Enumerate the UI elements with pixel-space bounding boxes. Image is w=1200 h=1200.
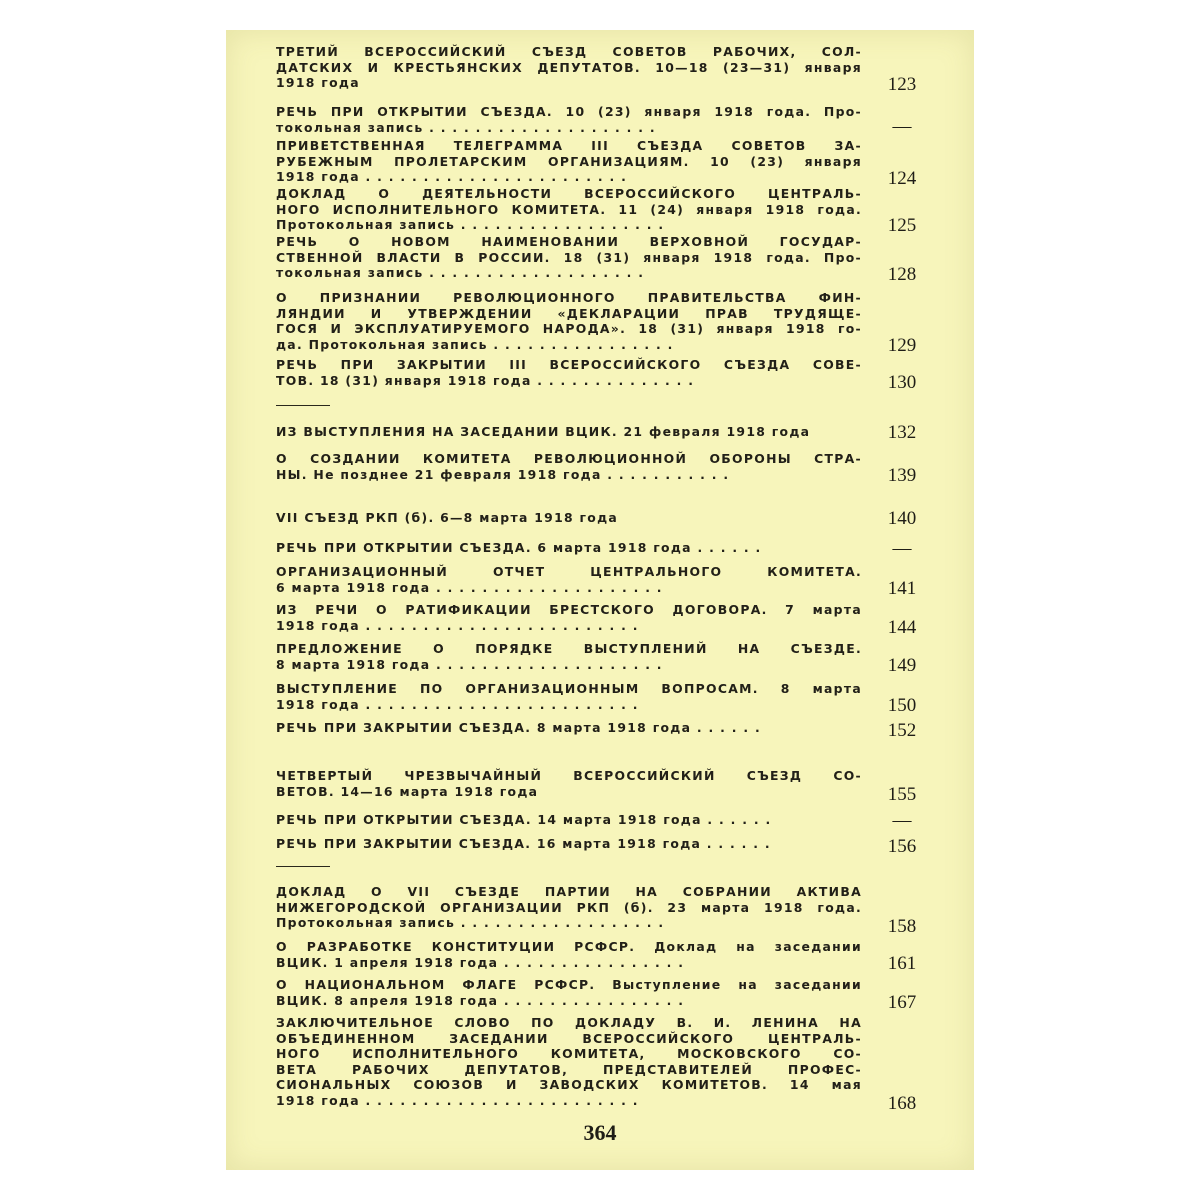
- page-number: 168: [887, 1093, 917, 1114]
- page-number: 161: [887, 953, 917, 974]
- page-number: 140: [887, 508, 917, 529]
- toc-line: ВЫСТУПЛЕНИЕ ПО ОРГАНИЗАЦИОННЫМ ВОПРОСАМ. 8 марта: [276, 681, 862, 696]
- page-number: 149: [887, 655, 917, 676]
- toc-line: НОГО ИСПОЛНИТЕЛЬНОГО КОМИТЕТА. 11 (24) января 1918 года.: [276, 201, 862, 217]
- toc-line: ДОКЛАД О ДЕЯТЕЛЬНОСТИ ВСЕРОССИЙСКОГО ЦЕНТРАЛЬ-: [276, 186, 862, 201]
- toc-entry: [276, 977, 862, 1008]
- toc-line: ИЗ ВЫСТУПЛЕНИЯ НА ЗАСЕДАНИИ ВЦИК. 21 февраля 1918 года: [276, 424, 811, 439]
- toc-line: СТВЕННОЙ ВЛАСТИ В РОССИИ. 18 (31) января 1918 года. Про-: [276, 249, 862, 265]
- page-number: —: [892, 538, 912, 559]
- toc-line: ДОКЛАД О VII СЪЕЗДЕ ПАРТИИ НА СОБРАНИИ АКТИВА: [276, 884, 862, 899]
- page-number: 132: [887, 422, 917, 443]
- page-number: 158: [887, 916, 917, 937]
- page-number: 129: [887, 335, 917, 356]
- toc-line: РЕЧЬ ПРИ ЗАКРЫТИИ III ВСЕРОССИЙСКОГО СЪЕЗДА СОВЕ-: [276, 357, 862, 372]
- toc-entry: [276, 1015, 862, 1108]
- toc-entry-third-congress: [276, 44, 862, 91]
- toc-line: НОГО ИСПОЛНИТЕЛЬНОГО КОМИТЕТА, МОСКОВСКОГО СО-: [276, 1046, 862, 1061]
- page-number: 139: [887, 465, 917, 486]
- toc-entry: [276, 602, 862, 633]
- page-number: 123: [887, 74, 917, 95]
- page-number: 130: [887, 372, 917, 393]
- toc-line: РЕЧЬ ПРИ ОТКРЫТИИ СЪЕЗДА. 6 марта 1918 года . . . . . .: [276, 540, 762, 555]
- toc-line: 1918 года . . . . . . . . . . . . . . . . . . . . . . . .: [276, 617, 639, 633]
- toc-entry: [276, 641, 862, 672]
- toc-line: РЕЧЬ ПРИ ОТКРЫТИИ СЪЕЗДА. 10 (23) января 1918 года. Про-: [276, 104, 862, 119]
- page-number: 124: [887, 168, 917, 189]
- toc-entry: [276, 540, 862, 556]
- toc-line: ДАТСКИХ И КРЕСТЬЯНСКИХ ДЕПУТАТОВ. 10—18 (23—31) января: [276, 59, 862, 75]
- toc-line: ГОСЯ И ЭКСПЛУАТИРУЕМОГО НАРОДА». 18 (31) января 1918 го-: [276, 321, 862, 336]
- toc-line: О РАЗРАБОТКЕ КОНСТИТУЦИИ РСФСР. Доклад на заседании: [276, 939, 862, 954]
- section-divider: [276, 405, 330, 406]
- toc-line: РЕЧЬ ПРИ ЗАКРЫТИИ СЪЕЗДА. 8 марта 1918 года . . . . . .: [276, 720, 761, 735]
- toc-line: ПРЕДЛОЖЕНИЕ О ПОРЯДКЕ ВЫСТУПЛЕНИЙ НА СЪЕЗДЕ.: [276, 641, 862, 656]
- toc-line: ИЗ РЕЧИ О РАТИФИКАЦИИ БРЕСТСКОГО ДОГОВОРА. 7 марта: [276, 602, 862, 617]
- toc-line: ТРЕТИЙ ВСЕРОССИЙСКИЙ СЪЕЗД СОВЕТОВ РАБОЧИХ, СОЛ-: [276, 44, 862, 59]
- toc-line: ЛЯНДИИ И УТВЕРЖДЕНИИ «ДЕКЛАРАЦИИ ПРАВ ТРУДЯЩЕ-: [276, 305, 862, 321]
- toc-line: ЗАКЛЮЧИТЕЛЬНОЕ СЛОВО ПО ДОКЛАДУ В. И. ЛЕНИНА НА: [276, 1015, 862, 1030]
- page-number: 155: [887, 784, 917, 805]
- toc-line: 1918 года: [276, 75, 360, 90]
- toc-line: ОБЪЕДИНЕННОМ ЗАСЕДАНИИ ВСЕРОССИЙСКОГО ЦЕНТРАЛЬ-: [276, 1030, 862, 1046]
- toc-line: НЫ. Не позднее 21 февраля 1918 года . . . . . . . . . . .: [276, 466, 730, 482]
- toc-line: ВЦИК. 1 апреля 1918 года . . . . . . . . . . . . . . . .: [276, 954, 685, 970]
- page-number: 152: [887, 720, 917, 741]
- toc-line: VII СЪЕЗД РКП (б). 6—8 марта 1918 года: [276, 510, 619, 525]
- toc-entry: [276, 564, 862, 595]
- page-number: 128: [887, 264, 917, 285]
- toc-line: ВЦИК. 8 апреля 1918 года . . . . . . . . . . . . . . . .: [276, 992, 685, 1008]
- page-number: 125: [887, 215, 917, 236]
- toc-line: НИЖЕГОРОДСКОЙ ОРГАНИЗАЦИИ РКП (б). 23 марта 1918 года.: [276, 899, 862, 915]
- toc-line: О НАЦИОНАЛЬНОМ ФЛАГЕ РСФСР. Выступление на заседании: [276, 977, 862, 992]
- folio-page-number: 364: [583, 1120, 617, 1145]
- toc-line: РЕЧЬ ПРИ ЗАКРЫТИИ СЪЕЗДА. 16 марта 1918 года . . . . . .: [276, 836, 771, 851]
- toc-entry: [276, 720, 862, 736]
- toc-line: ЧЕТВЕРТЫЙ ЧРЕЗВЫЧАЙНЫЙ ВСЕРОССИЙСКИЙ СЪЕЗД СО-: [276, 768, 862, 783]
- toc-entry: [276, 812, 862, 828]
- toc-line: 6 марта 1918 года . . . . . . . . . . . . . . . . . . . .: [276, 579, 663, 595]
- toc-line: 1918 года . . . . . . . . . . . . . . . . . . . . . . . .: [276, 696, 639, 712]
- toc-line: токольная запись . . . . . . . . . . . . . . . . . . .: [276, 265, 645, 280]
- toc-line: О СОЗДАНИИ КОМИТЕТА РЕВОЛЮЦИОННОЙ ОБОРОНЫ СТРА-: [276, 451, 862, 466]
- page-number: 144: [887, 617, 917, 638]
- toc-line: 1918 года . . . . . . . . . . . . . . . . . . . . . . .: [276, 169, 628, 184]
- page-number: —: [892, 810, 912, 831]
- toc-line: 1918 года . . . . . . . . . . . . . . . . . . . . . . . .: [276, 1092, 639, 1108]
- section-divider: [276, 866, 330, 867]
- toc-entry: [276, 451, 862, 482]
- toc-entry: [276, 424, 862, 440]
- toc-line: 8 марта 1918 года . . . . . . . . . . . . . . . . . . . .: [276, 656, 663, 672]
- toc-section-heading: [276, 768, 862, 799]
- toc-entry: [276, 884, 862, 931]
- page-number: 167: [887, 992, 917, 1013]
- toc-line: СИОНАЛЬНЫХ СОЮЗОВ И ЗАВОДСКИХ КОМИТЕТОВ. 14 мая: [276, 1077, 862, 1092]
- toc-line: ОРГАНИЗАЦИОННЫЙ ОТЧЕТ ЦЕНТРАЛЬНОГО КОМИТЕТА.: [276, 564, 862, 579]
- toc-entry: [276, 290, 862, 352]
- page-number: 141: [887, 578, 917, 599]
- toc-line: ВЕТА РАБОЧИХ ДЕПУТАТОВ, ПРЕДСТАВИТЕЛЕЙ ПРОФЕС-: [276, 1061, 862, 1077]
- toc-section-heading: [276, 510, 862, 526]
- toc-entry: [276, 357, 862, 388]
- toc-line: РЕЧЬ О НОВОМ НАИМЕНОВАНИИ ВЕРХОВНОЙ ГОСУДАР-: [276, 234, 862, 249]
- toc-line: ПРИВЕТСТВЕННАЯ ТЕЛЕГРАММА III СЪЕЗДА СОВЕТОВ ЗА-: [276, 138, 862, 153]
- toc-line: токольная запись . . . . . . . . . . . . . . . . . . . .: [276, 119, 656, 135]
- toc-line: РЕЧЬ ПРИ ОТКРЫТИИ СЪЕЗДА. 14 марта 1918 года . . . . . .: [276, 812, 772, 827]
- toc-entry: [276, 138, 862, 185]
- toc-line: ВЕТОВ. 14—16 марта 1918 года: [276, 783, 539, 799]
- toc-line: Протокольная запись . . . . . . . . . . . . . . . . . .: [276, 217, 665, 232]
- toc-entry: [276, 836, 862, 852]
- toc-line: О ПРИЗНАНИИ РЕВОЛЮЦИОННОГО ПРАВИТЕЛЬСТВА ФИН-: [276, 290, 862, 305]
- page-number: 150: [887, 695, 917, 716]
- toc-entry: [276, 104, 862, 135]
- page-number: —: [892, 116, 912, 137]
- toc-entry: [276, 186, 862, 233]
- toc-entry: [276, 681, 862, 712]
- toc-line: РУБЕЖНЫМ ПРОЛЕТАРСКИМ ОРГАНИЗАЦИЯМ. 10 (23) января: [276, 153, 862, 169]
- toc-line: да. Протокольная запись . . . . . . . . . . . . . . . .: [276, 336, 674, 352]
- toc-line: Протокольная запись . . . . . . . . . . . . . . . . . .: [276, 915, 665, 930]
- toc-entry: [276, 234, 862, 281]
- toc-line: ТОВ. 18 (31) января 1918 года . . . . . . . . . . . . . .: [276, 372, 695, 388]
- toc-entry: [276, 939, 862, 970]
- page-number: 156: [887, 836, 917, 857]
